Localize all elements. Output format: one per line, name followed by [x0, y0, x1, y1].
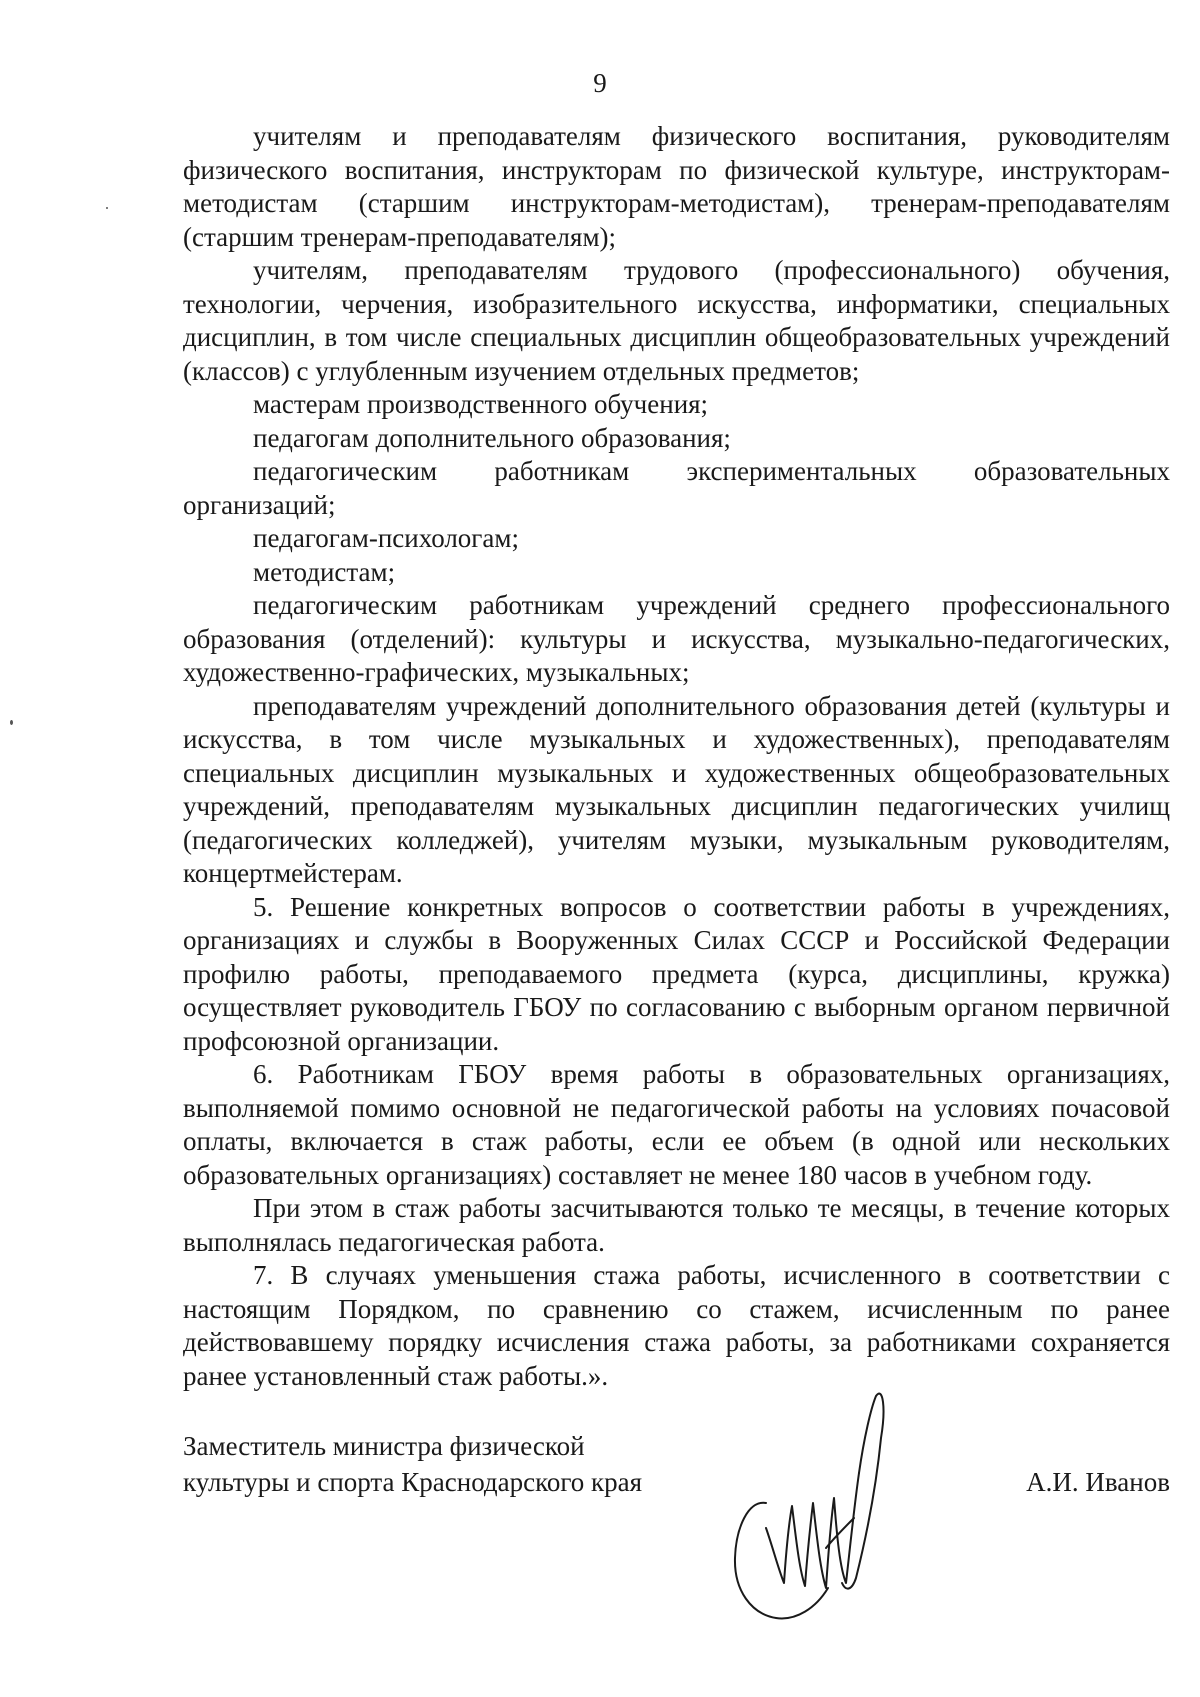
paragraph-arts-teachers: преподавателям учреждений дополнительного образования детей (культуры и искусства, в том числе музыкальных и художественных), преподавателям специальных дисциплин музыкальных и художественных общеобразовательных учреждений, преподавателям музыкальных дисциплин педагогических училищ (педагогических колледжей), учителям музыки, музыкальным руководителям, концертмейстерам.: [183, 690, 1170, 888]
handwritten-signature-icon: [726, 1378, 901, 1628]
paragraph-labor-training-teachers: учителям, преподавателям трудового (профессионального) обучения, технологии, черчения, изобразительного искусства, информатики, специальных дисциплин, в том числе специальных дисциплин общеобразовательных учреждений (классов) с углубленным изучением отдельных предметов;: [183, 255, 1170, 386]
signature-block: [183, 1428, 1170, 1628]
paragraph-methodologists: методистам;: [253, 556, 396, 587]
paragraph-production-masters: мастерам производственного обучения;: [253, 389, 709, 419]
clause-5: 5. Решение конкретных вопросов о соответствии работы в учреждениях, организациях и службы в Вооруженных Силах СССР и Российской Федерации профилю работы, преподаваемого предмета (курса, дисциплины, кружка) осуществляет руководитель ГБОУ по согласованию с выборным органом первичной профсоюзной организации.: [183, 891, 1170, 1056]
clause-6-note: При этом в стаж работы засчитываются только те месяцы, в течение которых выполнялась педагогическая работа.: [183, 1193, 1170, 1257]
paragraph-secondary-vocational: педагогическим работникам учреждений среднего профессионального образования (отделений): культуры и искусства, музыкально-педагогических, художественно-графических, музыкальных;: [183, 590, 1170, 687]
clause-6: 6. Работникам ГБОУ время работы в образовательных организациях, выполняемой помимо основной не педагогической работы на условиях почасовой оплаты, включается в стаж работы, если ее объем (в одной или нескольких образовательных организациях) составляет не менее 180 часов в учебном году.: [183, 1059, 1170, 1190]
signatory-position-line-2: культуры и спорта Краснодарского края: [183, 1467, 643, 1497]
scan-speck: [106, 207, 108, 209]
signatory-position-line-1: Заместитель министра физической: [183, 1431, 585, 1461]
signatory-position: [183, 1428, 642, 1500]
paragraph-experimental-organizations: педагогическим работникам экспериментальных образовательных организаций;: [183, 456, 1170, 520]
scan-speck: [10, 720, 13, 725]
paragraph-physical-education-teachers: учителям и преподавателям физического воспитания, руководителям физического воспитания, инструкторам по физической культуре, инструкторам-методистам (старшим инструкторам-методистам), тренерам-преподавателям (старшим тренерам-преподавателям);: [183, 121, 1170, 252]
paragraph-additional-education-teachers: педагогам дополнительного образования;: [253, 422, 731, 453]
clause-7: 7. В случаях уменьшения стажа работы, исчисленного в соответствии с настоящим Порядком, по сравнению со стажем, исчисленным по ранее действовавшему порядку исчисления стажа работы, за работниками сохраняется ранее установленный стаж работы.».: [183, 1260, 1170, 1391]
document-body: [183, 120, 1170, 1393]
page-number: 9: [593, 68, 607, 98]
signatory-name: А.И. Иванов: [1026, 1467, 1170, 1497]
paragraph-psychologists: педагогам-психологам;: [253, 523, 519, 553]
